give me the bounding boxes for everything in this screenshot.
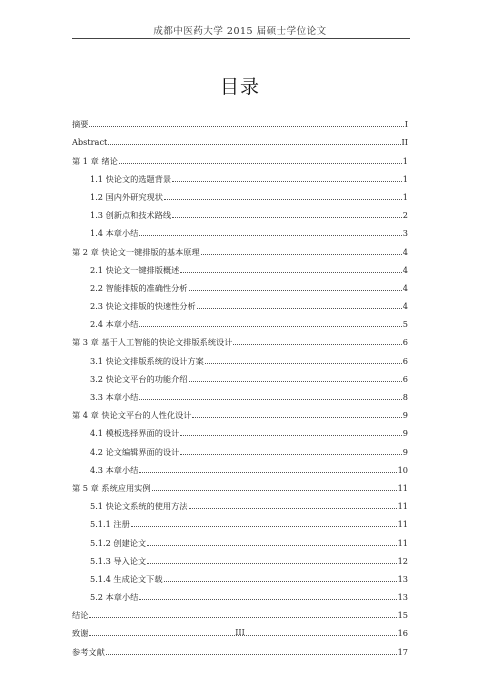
toc-entry-page: 4 xyxy=(402,301,408,312)
toc-entry-label: 2.2 智能排版的准确性分析 xyxy=(90,282,188,293)
toc-entry[interactable] xyxy=(72,639,408,657)
dot-leader xyxy=(189,290,402,291)
toc-entry-page: 9 xyxy=(402,428,408,439)
toc-entry-label: Abstract xyxy=(72,137,108,148)
toc-entry-page: 1 xyxy=(402,191,408,202)
toc-entry-page: 6 xyxy=(402,337,408,348)
header-divider xyxy=(72,38,410,39)
toc-entry[interactable] xyxy=(72,167,408,185)
toc-entry-label: 第 3 章 基于人工智能的快论文排版系统设计 xyxy=(72,337,233,348)
toc-entry-label: 2.4 本章小结 xyxy=(90,319,139,330)
toc-entry-label: 致谢 xyxy=(72,628,89,639)
toc-entry[interactable] xyxy=(72,130,408,148)
toc-entry-page: 4 xyxy=(402,246,408,257)
dot-leader xyxy=(108,144,400,145)
dot-leader xyxy=(172,181,402,182)
toc-entry[interactable] xyxy=(72,221,408,239)
toc-entry[interactable] xyxy=(72,603,408,621)
dot-leader xyxy=(152,490,397,491)
toc-entry-label: 第 4 章 快论文平台的人性化设计 xyxy=(72,410,192,421)
toc-entry-page: 4 xyxy=(402,264,408,275)
toc-entry[interactable] xyxy=(72,385,408,403)
toc-entry-label: 1.1 快论文的选题背景 xyxy=(90,173,172,184)
toc-entry[interactable] xyxy=(72,567,408,585)
toc-entry-page: 11 xyxy=(397,537,408,548)
toc-entry-label: 第 1 章 绪论 xyxy=(72,155,118,166)
toc-entry[interactable] xyxy=(72,403,408,421)
toc-entry-label: 1.4 本章小结 xyxy=(90,228,139,239)
dot-leader xyxy=(164,581,397,582)
toc-entry-label: 5.2 本章小结 xyxy=(90,592,139,603)
toc-entry-page: 13 xyxy=(397,592,408,603)
toc-entry[interactable] xyxy=(72,458,408,476)
dot-leader xyxy=(180,272,401,273)
dot-leader xyxy=(139,235,401,236)
toc-entry[interactable] xyxy=(72,494,408,512)
toc-entry-page: 12 xyxy=(397,555,408,566)
toc-entry[interactable] xyxy=(72,421,408,439)
dot-leader xyxy=(139,399,401,400)
page-number: III xyxy=(235,628,245,637)
toc-entry-page: 2 xyxy=(402,210,408,221)
toc-entry-label: 1.2 国内外研究现状 xyxy=(90,191,163,202)
toc-entry[interactable] xyxy=(72,549,408,567)
toc-entry-page: 17 xyxy=(397,646,408,657)
dot-leader xyxy=(172,217,402,218)
dot-leader xyxy=(189,508,397,509)
toc-entry[interactable] xyxy=(72,512,408,530)
dot-leader xyxy=(180,454,401,455)
toc-entry[interactable] xyxy=(72,112,408,130)
toc-entry-page: 1 xyxy=(402,155,408,166)
toc-entry-label: 参考文献 xyxy=(72,646,105,657)
dot-leader xyxy=(164,199,402,200)
toc-entry-page: 9 xyxy=(402,446,408,457)
toc-entry-label: 5.1.3 导入论文 xyxy=(90,555,147,566)
toc-entry-page: 11 xyxy=(397,501,408,512)
toc-entry-label: 5.1.1 注册 xyxy=(90,519,130,530)
dot-leader xyxy=(147,545,396,546)
toc-entry-label: 1.3 创新点和技术路线 xyxy=(90,210,172,221)
toc-entry[interactable] xyxy=(72,203,408,221)
dot-leader xyxy=(89,617,396,618)
table-of-contents xyxy=(72,112,408,658)
toc-entry-page: 6 xyxy=(402,373,408,384)
dot-leader xyxy=(205,363,402,364)
toc-entry-label: 摘要 xyxy=(72,119,89,130)
running-header: 成都中医药大学 2015 届硕士学位论文 xyxy=(153,26,327,37)
dot-leader xyxy=(131,526,397,527)
toc-entry-label: 3.1 快论文排版系统的设计方案 xyxy=(90,355,204,366)
toc-entry-page: 13 xyxy=(397,573,408,584)
dot-leader xyxy=(233,344,401,345)
dot-leader xyxy=(201,254,402,255)
toc-entry-label: 2.1 快论文一键排版概述 xyxy=(90,264,180,275)
toc-entry[interactable] xyxy=(72,530,408,548)
toc-entry[interactable] xyxy=(72,330,408,348)
toc-entry-label: 5.1.4 生成论文下载 xyxy=(90,573,163,584)
toc-entry[interactable] xyxy=(72,148,408,166)
dot-leader xyxy=(139,472,396,473)
toc-entry-page: 6 xyxy=(402,355,408,366)
dot-leader xyxy=(106,654,397,655)
page-title: 目录 xyxy=(219,76,260,98)
toc-entry-page: 1 xyxy=(402,173,408,184)
dot-leader xyxy=(192,417,401,418)
toc-entry-page: 10 xyxy=(397,464,408,475)
toc-entry[interactable] xyxy=(72,276,408,294)
toc-entry-label: 4.2 论文编辑界面的设计 xyxy=(90,446,180,457)
toc-entry[interactable] xyxy=(72,312,408,330)
toc-entry-page: 11 xyxy=(397,519,408,530)
toc-entry-label: 4.3 本章小结 xyxy=(90,464,139,475)
dot-leader xyxy=(189,381,402,382)
toc-entry-page: 16 xyxy=(397,628,408,639)
toc-entry-label: 3.2 快论文平台的功能介绍 xyxy=(90,373,188,384)
dot-leader xyxy=(197,308,402,309)
dot-leader xyxy=(119,163,402,164)
toc-entry[interactable] xyxy=(72,367,408,385)
dot-leader xyxy=(147,563,396,564)
toc-entry-label: 结论 xyxy=(72,610,89,621)
toc-entry[interactable] xyxy=(72,585,408,603)
toc-entry-label: 第 2 章 快论文一键排版的基本原理 xyxy=(72,246,200,257)
toc-entry[interactable] xyxy=(72,348,408,366)
dot-leader xyxy=(139,326,401,327)
toc-entry-label: 第 5 章 系统应用实例 xyxy=(72,482,151,493)
toc-entry[interactable] xyxy=(72,258,408,276)
toc-entry-page: 5 xyxy=(402,319,408,330)
toc-entry-page: 3 xyxy=(402,228,408,239)
toc-entry-page: 4 xyxy=(402,282,408,293)
toc-entry-page: I xyxy=(404,119,408,130)
dot-leader xyxy=(180,435,401,436)
dot-leader xyxy=(89,126,403,127)
toc-entry-page: II xyxy=(401,137,408,148)
toc-entry[interactable] xyxy=(72,185,408,203)
toc-entry[interactable] xyxy=(72,439,408,457)
toc-entry-label: 5.1.2 创建论文 xyxy=(90,537,147,548)
toc-entry-label: 4.1 模板选择界面的设计 xyxy=(90,428,180,439)
toc-entry[interactable] xyxy=(72,294,408,312)
toc-entry-page: 11 xyxy=(397,482,408,493)
toc-entry-page: 9 xyxy=(402,410,408,421)
toc-entry[interactable] xyxy=(72,239,408,257)
toc-entry-label: 5.1 快论文系统的使用方法 xyxy=(90,501,188,512)
toc-entry-label: 2.3 快论文排版的快速性分析 xyxy=(90,301,196,312)
toc-entry[interactable] xyxy=(72,476,408,494)
toc-entry-label: 3.3 本章小结 xyxy=(90,392,139,402)
toc-entry-page: 15 xyxy=(397,610,408,621)
toc-entry-page: 8 xyxy=(402,392,408,402)
dot-leader xyxy=(139,599,396,600)
